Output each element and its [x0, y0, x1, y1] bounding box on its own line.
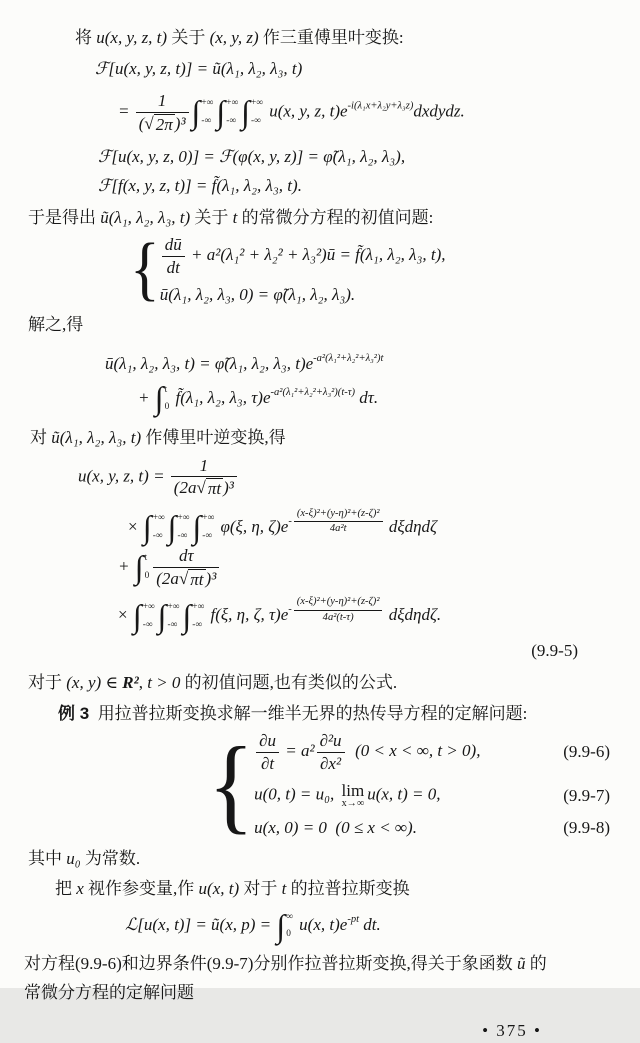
formula-dtau-integral: + ∫ t 0 dτ (2a √ πt )³	[118, 546, 620, 589]
formula-initial-condition-transform: ℱ[u(x, y, z, 0)] = ℱ(φ(x, y, z)] = φ̃(λ₁, λ₂, λ₃),	[98, 147, 406, 167]
formula-laplace-transform: ℒ[u(x, t)] = ũ(x, p) = ∫ ∞ 0 u(x, $t)e^{-pt}$ dt.	[125, 907, 381, 944]
equation-number-9-9-8: (9.9-8)	[563, 818, 610, 838]
formula-solution-part2: + ∫ t 0 f̃(λ₁, λ₂, λ₃, $\tau)e^{-a^2(\lambda_1^2+\lambda_2^2+\lambda_3^2)(t-\tau)}$ dτ.	[138, 380, 379, 417]
system-brace: {	[130, 229, 160, 309]
boundary-condition-row	[254, 782, 610, 809]
paragraph-final-line1: 对方程(9.9-6)和边界条件(9.9-7)分别作拉普拉斯变换,得关于象函数 ũ 的	[24, 953, 547, 973]
page-number: • 375 •	[482, 1020, 542, 1040]
ode-initial-row	[160, 285, 550, 305]
initial-condition: u(x, 0) = 0 (0 ≤ x < ∞).	[254, 818, 417, 838]
initial-condition-row	[254, 818, 610, 838]
paragraph-final-line2: 常微分方程的定解问题	[24, 982, 194, 1002]
ode-system-rows	[160, 235, 550, 305]
paragraph-inverse-intro: 对 ũ(λ₁, λ₂, λ₃, t) 作傅里叶逆变换,得	[30, 427, 286, 447]
formula-inverse-prefactor: u(x, y, z, t) = 1 (2a √ πt )³	[78, 456, 620, 499]
paragraph-ode-problem-intro: 于是得出 ũ(λ₁, λ₂, λ₃, t) 关于 t 的常微分方程的初值问题:	[28, 208, 434, 228]
ode-initial-value-system	[130, 229, 550, 309]
paragraph-example-3: 例 3 用拉普拉斯变换求解一维半无界的热传导方程的定解问题:	[58, 703, 528, 723]
paragraph-r2-remark: 对于 (x, y) ∈ R², t > 0 的初值问题,也有类似的公式.	[28, 672, 398, 692]
paragraph-u0-constant: 其中 u₀ 为常数.	[28, 849, 141, 869]
heat-equation-system	[208, 723, 610, 844]
formula-phi-triple-integral: × ∫ +∞ -∞ ∫ +∞ -∞ ∫ +∞ -∞ φ(ξ, η, $\zeta)e^{- \frac{\text{(x-ξ)²+(y-η)²+(z-ζ)²}}{\text{4a²t}}}$ dξdηdζ	[128, 507, 437, 545]
ode-equation: $\frac{dū}{dt}$ + a²(λ₁² + λ₂² + λ₃²)ū = f̃(λ₁, λ₂, λ₃, t),	[160, 235, 446, 277]
paragraph-solve: 解之,得	[28, 315, 84, 335]
system-brace: {	[208, 723, 255, 844]
ode-equation-row	[160, 235, 550, 277]
equation-number-9-9-5: (9.9-5)	[531, 640, 578, 660]
formula-source-transform: ℱ[f(x, y, z, t)] = f̃(λ₁, λ₂, λ₃, t).	[98, 176, 302, 196]
heat-pde: $\frac{\partial u}{\partial t}$ = a² $\frac{\text{∂²u}}{\text{∂x²}}$ (0 < x < ∞, t > 0),	[254, 731, 480, 773]
heat-system-rows	[254, 731, 610, 838]
heat-pde-row	[254, 731, 610, 773]
formula-solution-part1: ū(λ₁, λ₂, λ₃, t) = φ̃(λ₁, λ₂, λ₃, $t)e^{-a^2(\lambda_1^2+\lambda_2^2+\lambda_3^2)t}$	[105, 353, 384, 374]
formula-f-triple-integral: × ∫ +∞ -∞ ∫ +∞ -∞ ∫ +∞ -∞ f(ξ, η, ζ, $\tau)e^{- \frac{\text{(x-ξ)²+(y-η)²+(z-ζ)²}}{\text{4a²(t-τ)}}}$ dξdηdζ.	[118, 596, 442, 634]
formula-fourier-transform-def: ℱ[u(x, y, z, t)] = ũ(λ₁, λ₂, λ₃, t)	[95, 59, 303, 78]
equation-number-9-9-6: (9.9-6)	[563, 742, 610, 761]
paragraph-fourier-intro: 将 u(x, y, z, t) 关于 (x, y, z) 作三重傅里叶变换:	[75, 28, 404, 47]
ode-initial-condition: ū(λ₁, λ₂, λ₃, 0) = φ̃(λ₁, λ₂, λ₃).	[159, 285, 356, 305]
boundary-condition: u(0, t) = u₀, lim x→∞ u(x, t) = 0,	[254, 781, 441, 810]
equation-number-9-9-7: (9.9-7)	[563, 785, 610, 805]
formula-fourier-integral: = 1 ( √ 2π )³ ∫ +∞ -∞ ∫ +∞ -∞ ∫ +∞ -∞ u(x, y, z, $t)e^{-i(\lambda_1x+\lambda_2y+\lambda_3z)}dxdydz$.	[118, 91, 465, 134]
paragraph-laplace-intro: 把 x 视作参变量,作 u(x, t) 对于 t 的拉普拉斯变换	[55, 879, 410, 899]
